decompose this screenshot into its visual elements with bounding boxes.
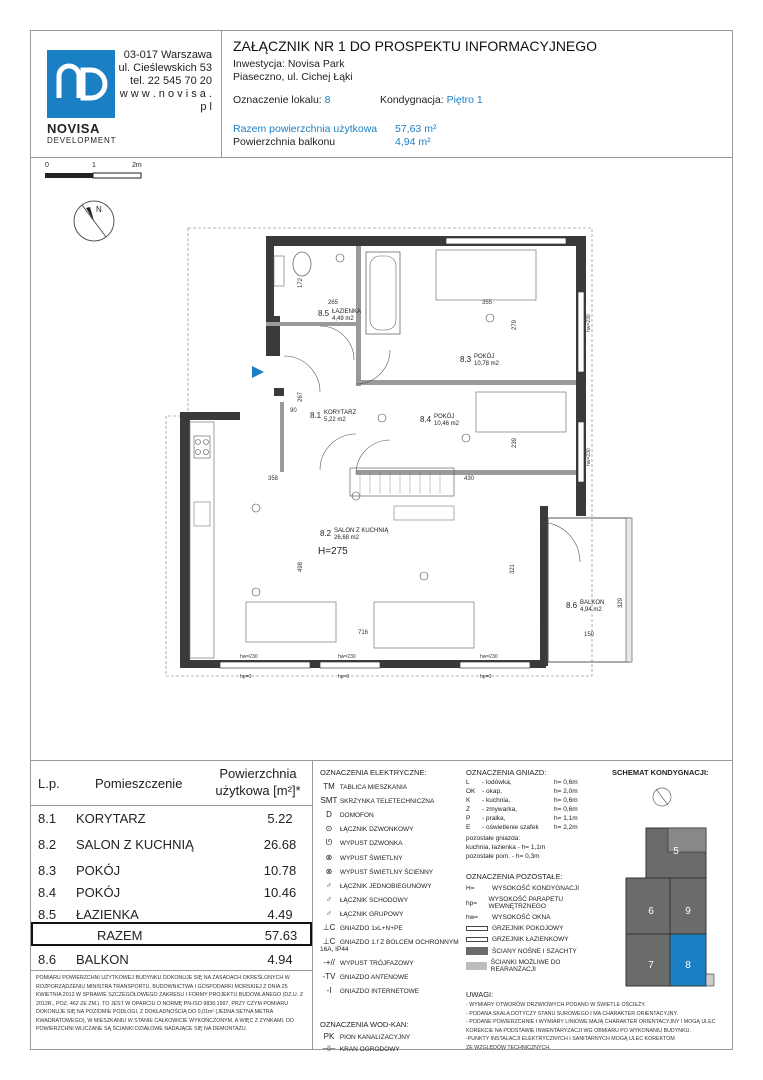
unit-value: 8 — [324, 94, 331, 106]
hw-label-2: hw=230 — [338, 654, 356, 660]
legend-row — [320, 958, 460, 967]
floor-height: H=275 — [318, 546, 348, 557]
legend-symbol: -+// — [323, 958, 335, 967]
bathtub-inner — [370, 256, 396, 330]
bearing-walls — [180, 236, 586, 668]
schema-unit-9: 9 — [685, 906, 691, 917]
legend-symbol: ⊗ — [325, 867, 333, 876]
hp-label-1: hp=0 — [240, 674, 252, 680]
legend-row — [320, 895, 460, 904]
table-row-balcony — [30, 946, 312, 972]
floor-id — [380, 94, 483, 106]
hw-right-2: hw=230 — [586, 448, 592, 466]
entrance-arrow-icon — [252, 366, 264, 378]
door-swings — [284, 326, 580, 562]
row-area: 5.22 — [267, 811, 293, 826]
legend-water — [320, 1020, 460, 1053]
hw-right-3: hw=230 — [540, 604, 546, 622]
legend-label: ŚCIANY NOŚNE I SZACHTY — [492, 947, 577, 955]
legend-symbol: ⊥C — [322, 937, 336, 946]
row-lp: 8.4 — [38, 885, 57, 900]
row-area: 4.94 — [267, 952, 293, 967]
legend-sockets-title: OZNACZENIA GNIAZD: — [466, 768, 547, 777]
location: Piaseczno, ul. Cichej Łąki — [233, 71, 353, 83]
scale-1: 1 — [92, 162, 96, 169]
socket-code: E — [466, 824, 471, 831]
legend-row — [320, 1044, 460, 1053]
schema-unit-7: 7 — [648, 960, 654, 971]
legend-row — [320, 909, 460, 918]
logo-mark-icon — [47, 50, 115, 118]
hw-right-1: hw=230 — [586, 314, 592, 332]
legend-row — [320, 867, 460, 876]
floor-value: Piętro 1 — [446, 94, 483, 106]
row-name: KORYTARZ — [76, 811, 146, 826]
legend-row — [466, 947, 601, 955]
legend-symbol: ⊗ — [325, 853, 333, 862]
col-area-header-1: Powierzchnia — [219, 766, 297, 781]
note-line: KOREKCIE NA PODSTAWIE INWENTARYZACJI WG OBMIARU PO WYKONANIU BUDYNKU. — [466, 1027, 691, 1034]
socket-h: h= 0,6m — [554, 779, 578, 786]
socket-h: h= 0,6m — [554, 797, 578, 804]
address-block — [112, 49, 212, 114]
legend-label: DOMOFON — [339, 812, 374, 819]
legend-label: ŁĄCZNIK DZWONKOWY — [339, 826, 414, 833]
legend-row — [320, 881, 460, 890]
legend-label: WYPUST TRÓJFAZOWY — [339, 960, 414, 967]
note-line: ZE WZGLĘDÓW TECHNICZNYCH. — [466, 1044, 551, 1051]
legend-row — [320, 810, 460, 819]
dim-716: 716 — [358, 630, 369, 636]
balcony-area-value: 4,94 m² — [395, 136, 431, 148]
legend-symbol: D — [326, 810, 332, 819]
legend-label: GRZEJNIK ŁAZIENKOWY — [492, 936, 569, 943]
col-lp-header: L.p. — [38, 776, 60, 791]
row-lp: 8.6 — [38, 952, 57, 967]
legend-symbol: PK — [323, 1032, 335, 1041]
socket-h: h= 1,1m — [554, 815, 578, 822]
legend-label: WYSOKOŚĆ KONDYGNACJI — [492, 885, 580, 892]
total-row — [31, 922, 312, 946]
legend-label: TABLICA MIESZKANIA — [339, 784, 408, 791]
row-name: POKÓJ — [76, 885, 121, 900]
col-room-header: Pomieszczenie — [95, 776, 183, 791]
legend-row — [320, 824, 460, 833]
dim-172: 172 — [298, 277, 304, 288]
brand-subtitle: DEVELOPMENT — [47, 136, 117, 145]
socket-code: OK — [466, 788, 476, 795]
row-name: POKÓJ — [76, 863, 121, 878]
legend-symbol: TM — [323, 782, 335, 791]
legend-label: ŁĄCZNIK SCHODOWY — [339, 897, 409, 904]
legend-label: PION KANALIZACYJNY — [339, 1034, 411, 1041]
legend-swatch — [466, 947, 488, 955]
row-area: 26.68 — [263, 837, 297, 852]
legend-symbol: ᘎ — [325, 838, 333, 847]
room-area-86: 4,94 m2 — [580, 607, 602, 613]
room-name-85: ŁAZIENKA — [332, 309, 362, 315]
schema-unit-8: 8 — [685, 960, 691, 971]
schema-compass-icon — [648, 784, 684, 810]
room-area-81: 5,22 m2 — [324, 417, 346, 423]
schema-title: SCHEMAT KONDYGNACJI: — [612, 768, 709, 777]
socket-row — [466, 824, 601, 831]
total-area-label: Razem powierzchnia użytkowa — [233, 123, 378, 135]
note-line: -PUNKTY INSTALACJI ELEKTRYCZNYCH I SANITARNYCH MOGĄ ULEC KOREKTOM — [466, 1036, 675, 1042]
legend-label: ŁĄCZNIK GRUPOWY — [339, 911, 404, 918]
room-area-85: 4,49 m2 — [332, 316, 354, 322]
scale-2: 2m — [132, 162, 142, 169]
legend-symbol: ♂ — [326, 881, 332, 890]
phone: tel. 22 545 70 20 — [130, 75, 212, 87]
socket-desc: - pralka, — [482, 815, 506, 822]
room-name-84: POKÓJ — [434, 414, 455, 420]
scale-0: 0 — [45, 162, 49, 169]
total-area-value: 57,63 m² — [395, 123, 437, 135]
socket-row — [466, 779, 601, 786]
dim-430: 430 — [464, 476, 475, 482]
col-area-header-2: użytkowa [m²]* — [215, 783, 301, 798]
bathtub — [366, 252, 400, 334]
legend-swatch — [466, 926, 488, 931]
note-line: - WYMIARY OTWORÓW DRZWIOWYCH PODANO W ŚWIETLE OŚCIEŻY. — [466, 1002, 646, 1008]
legend-label: WYPUST DZWONKA — [339, 840, 403, 847]
room-area-84: 10,46 m2 — [434, 421, 460, 427]
legend-label: GNIAZDO INTERNETOWE — [339, 988, 420, 995]
dim-358: 358 — [268, 476, 279, 482]
row-area: 10.46 — [263, 885, 297, 900]
dim-150: 150 — [584, 632, 595, 638]
brand-name: NOVISA — [47, 121, 100, 136]
socket-h: h= 0,6m — [554, 806, 578, 813]
dim-90: 90 — [290, 408, 297, 414]
table-row — [30, 831, 312, 857]
row-name: SALON Z KUCHNIĄ — [76, 837, 194, 852]
floor-schema — [618, 822, 724, 994]
legend-row — [466, 959, 601, 973]
novisa-logo — [47, 50, 115, 118]
sofa — [374, 602, 474, 648]
address-line-2: ul. Cieślewskich 53 — [118, 62, 212, 74]
total-value: 57.63 — [264, 928, 298, 943]
hp-label-3: hp=0 — [480, 674, 492, 680]
legend-row — [320, 972, 460, 981]
legend-row — [466, 936, 601, 943]
room-num-85: 8.5 — [318, 309, 330, 318]
legend-row — [320, 1032, 460, 1041]
dining-table — [246, 602, 336, 642]
room-num-81: 8.1 — [310, 411, 322, 420]
socket-desc: - zmywarka, — [482, 806, 518, 813]
socket-desc: - lodówka, — [482, 779, 512, 786]
bed-room-84 — [476, 392, 566, 432]
document-title: ZAŁĄCZNIK NR 1 DO PROSPEKTU INFORMACYJNEGO — [233, 38, 598, 54]
dim-321: 321 — [510, 563, 516, 574]
socket-h: h= 2,2m — [554, 824, 578, 831]
other-sockets-2: kuchnia, łazienka - h= 1,1m — [466, 844, 546, 851]
legend-row — [320, 986, 460, 995]
room-name-83: POKÓJ — [474, 354, 495, 360]
dim-265: 265 — [328, 300, 339, 306]
partition-walls — [266, 246, 576, 475]
socket-row — [466, 815, 601, 822]
schema-unit-5: 5 — [673, 846, 679, 857]
legend-label: ŚCIANKI MOŻLIWE DO REARANŻACJI — [490, 959, 561, 973]
legend-swatch: H= — [466, 885, 475, 892]
legend-label: ŁĄCZNIK JEDNOBIEGUNOWY — [339, 883, 432, 890]
washing-machine — [274, 256, 284, 286]
legend-symbol: ⊣⊢ — [322, 1044, 336, 1053]
legend-sockets — [466, 768, 601, 973]
legend-symbol: ♂ — [326, 909, 332, 918]
unit-id — [233, 94, 330, 106]
row-lp: 8.1 — [38, 811, 57, 826]
socket-row — [466, 788, 601, 795]
socket-code: K — [466, 797, 471, 804]
row-lp: 8.3 — [38, 863, 57, 878]
legend-swatch: hp= — [466, 899, 478, 907]
legend-label: WYPUST ŚWIETLNY — [339, 855, 403, 862]
schema-unit-6: 6 — [648, 906, 654, 917]
dim-329: 329 — [618, 597, 624, 608]
legend-symbol: SMT — [320, 796, 338, 805]
other-sockets-1: pozostałe gniazda: — [466, 835, 521, 842]
row-lp: 8.5 — [38, 907, 57, 922]
legend-row — [466, 925, 601, 932]
hw-label-1: hw=230 — [240, 654, 258, 660]
unit-label: Oznaczenie lokalu: — [233, 94, 322, 106]
room-area-82: 26,68 m2 — [334, 535, 360, 541]
legend-row — [320, 796, 460, 805]
legend-swatch — [466, 937, 488, 942]
room-name-86: BALKON — [580, 600, 605, 606]
socket-desc: - oświetlenie szafek — [482, 824, 539, 831]
legend-symbol: ⊥C — [322, 923, 336, 932]
legend-label: WYSOKOŚĆ OKNA — [492, 914, 551, 921]
bed-room-83 — [436, 250, 536, 300]
website: w w w . n o v i s a . p l — [119, 88, 212, 113]
dim-279: 279 — [512, 319, 518, 330]
row-area: 10.78 — [263, 863, 297, 878]
legend-row — [320, 923, 460, 932]
legend-label: WYSOKOŚĆ PARAPETU WEWNĘTRZNEGO — [488, 896, 564, 910]
table-row — [30, 805, 312, 831]
dim-267: 267 — [298, 391, 304, 402]
socket-desc: - okap, — [482, 788, 502, 795]
row-name: ŁAZIENKA — [76, 907, 139, 922]
balcony-outline — [548, 518, 630, 662]
dim-498: 498 — [298, 561, 304, 572]
legend-row — [320, 782, 460, 791]
balcony-railing — [626, 518, 632, 662]
scale-bar — [44, 171, 146, 181]
legend-row — [466, 885, 601, 892]
legend-label: WYPUST ŚWIETLNY ŚCIENNY — [339, 869, 434, 876]
legend-electric — [320, 768, 460, 995]
balcony-area-label: Powierzchnia balkonu — [233, 136, 336, 148]
area-footnote: POMIARU POWIERZCHNI UŻYTKOWEJ BUDYNKU DOKONUJE SIĘ NA ZASADACH OKREŚLONYCH W ROZPORZĄDZENIU MINISTRA TRANSPORTU, BUDOWNICTWA I GOSPODARKI MORSKIEJ Z DNIA 25 KWIETNIA 2012 W SPRAWIE SZCZEGÓŁOWEGO ZAKRESU I FORMY PROJEKTU BUDOWLANEGO (DZ.U. Z 2012R., POZ. 462 ZE ZM.). TO JEST W OPARCIU O NORMĘ PN-ISO 9836:1997, PRZY CZYM POMIARU DOKONUJE SIĘ NA POZIOMIE PODŁOGI, Z DOKŁADNOŚCIĄ DO 0,01m² (JEDNA SETNA METRA KWADRATOWEGO), W MIESZKANIU W STANIE CAŁKOWICIE WYKOŃCZONYM, A WIĘC Z ZYNKAMI. DO POWIERZCHNI WLICZANE SĄ ŚCIANKI DZIAŁOWE NADAJĄCE SIĘ NA DEMONTAŻU. — [36, 975, 303, 1032]
table-right-line — [312, 761, 313, 1050]
legend-label: GNIAZDO 1.f Z BOLCEM OCHRONNYM 16A, IP44 — [320, 939, 459, 953]
note-line: - PODANA SKALA DOTYCZY STANU SUROWEGO I MA CHARAKTER ORIENTACYJNY. — [466, 1010, 678, 1017]
room-name-81: KORYTARZ — [324, 410, 357, 416]
room-area-83: 10,78 m2 — [474, 361, 500, 367]
socket-code: P — [466, 815, 471, 822]
total-label: RAZEM — [97, 928, 143, 943]
table-bottom-line — [31, 970, 312, 971]
header-bottom-line — [31, 157, 733, 158]
legend-symbol: -TV — [322, 972, 336, 981]
socket-h: h= 2,0m — [554, 788, 578, 795]
legend-label: KRAN OGRODOWY — [339, 1046, 400, 1053]
row-area: 4.49 — [267, 907, 293, 922]
room-num-83: 8.3 — [460, 355, 472, 364]
socket-row — [466, 797, 601, 804]
coffee-table — [394, 506, 454, 520]
dim-239: 239 — [512, 437, 518, 448]
compass-label: N — [96, 205, 102, 214]
table-top-line — [31, 760, 733, 761]
room-name-82: SALON Z KUCHNIĄ — [334, 528, 389, 534]
legend-row — [320, 937, 460, 953]
legend-row — [466, 914, 601, 921]
legend-symbol: ⊙ — [325, 824, 333, 833]
row-name: BALKON — [76, 952, 129, 967]
note-line: - PODANE POWIERZCHNIE I WYMIARY LINIOWE MAJĄ CHARAKTER ORIENTACYJNY I MOGĄ ULEC — [466, 1019, 716, 1025]
socket-code: L — [466, 779, 470, 786]
legend-label: GNIAZDO ANTENOWE — [339, 974, 409, 981]
legend-symbol: -I — [326, 986, 332, 995]
hp-label-2: hp=0 — [338, 674, 350, 680]
investment: Inwestycja: Novisa Park — [233, 58, 345, 70]
hw-label-3: hw=230 — [480, 654, 498, 660]
room-num-84: 8.4 — [420, 415, 432, 424]
notes-title: UWAGI: — [466, 990, 494, 999]
room-num-86: 8.6 — [566, 601, 578, 610]
legend-label: SKRZYNKA TELETECHNICZNA — [339, 798, 435, 805]
legend-row — [320, 853, 460, 862]
kitchen-sink — [194, 502, 210, 526]
plan-outline — [166, 228, 592, 676]
legend-swatch: hw= — [466, 914, 479, 921]
legend-water-title: OZNACZENIA WOD-KAN: — [320, 1020, 409, 1029]
legend-swatch — [466, 962, 487, 970]
socket-desc: - kuchnia, — [482, 797, 511, 804]
address-line-1: 03-017 Warszawa — [123, 49, 212, 61]
floor-label: Kondygnacja: — [380, 94, 444, 106]
legend-row — [320, 838, 460, 848]
notes-block — [466, 990, 728, 1052]
stove — [194, 436, 210, 458]
dim-355: 355 — [482, 300, 493, 306]
windows — [220, 238, 584, 668]
legend-other-title: OZNACZENIA POZOSTAŁE: — [466, 872, 563, 881]
floor-plan — [160, 222, 650, 684]
room-num-82: 8.2 — [320, 529, 332, 538]
row-lp: 8.2 — [38, 837, 57, 852]
legend-label: GNIAZDO 1xL+N+PE — [339, 925, 403, 932]
legend-label: GRZEJNIK POKOJOWY — [492, 925, 564, 932]
toilet — [293, 252, 311, 276]
socket-code: Z — [466, 806, 470, 813]
header-divider — [221, 31, 222, 158]
legend-electric-title: OZNACZENIA ELEKTRYCZNE: — [320, 768, 427, 777]
socket-row — [466, 806, 601, 813]
legend-row — [466, 896, 601, 910]
other-sockets-3: pozostałe pom. - h= 0,3m — [466, 853, 540, 860]
legend-symbol: ♂ — [326, 895, 332, 904]
compass-icon — [66, 193, 122, 249]
